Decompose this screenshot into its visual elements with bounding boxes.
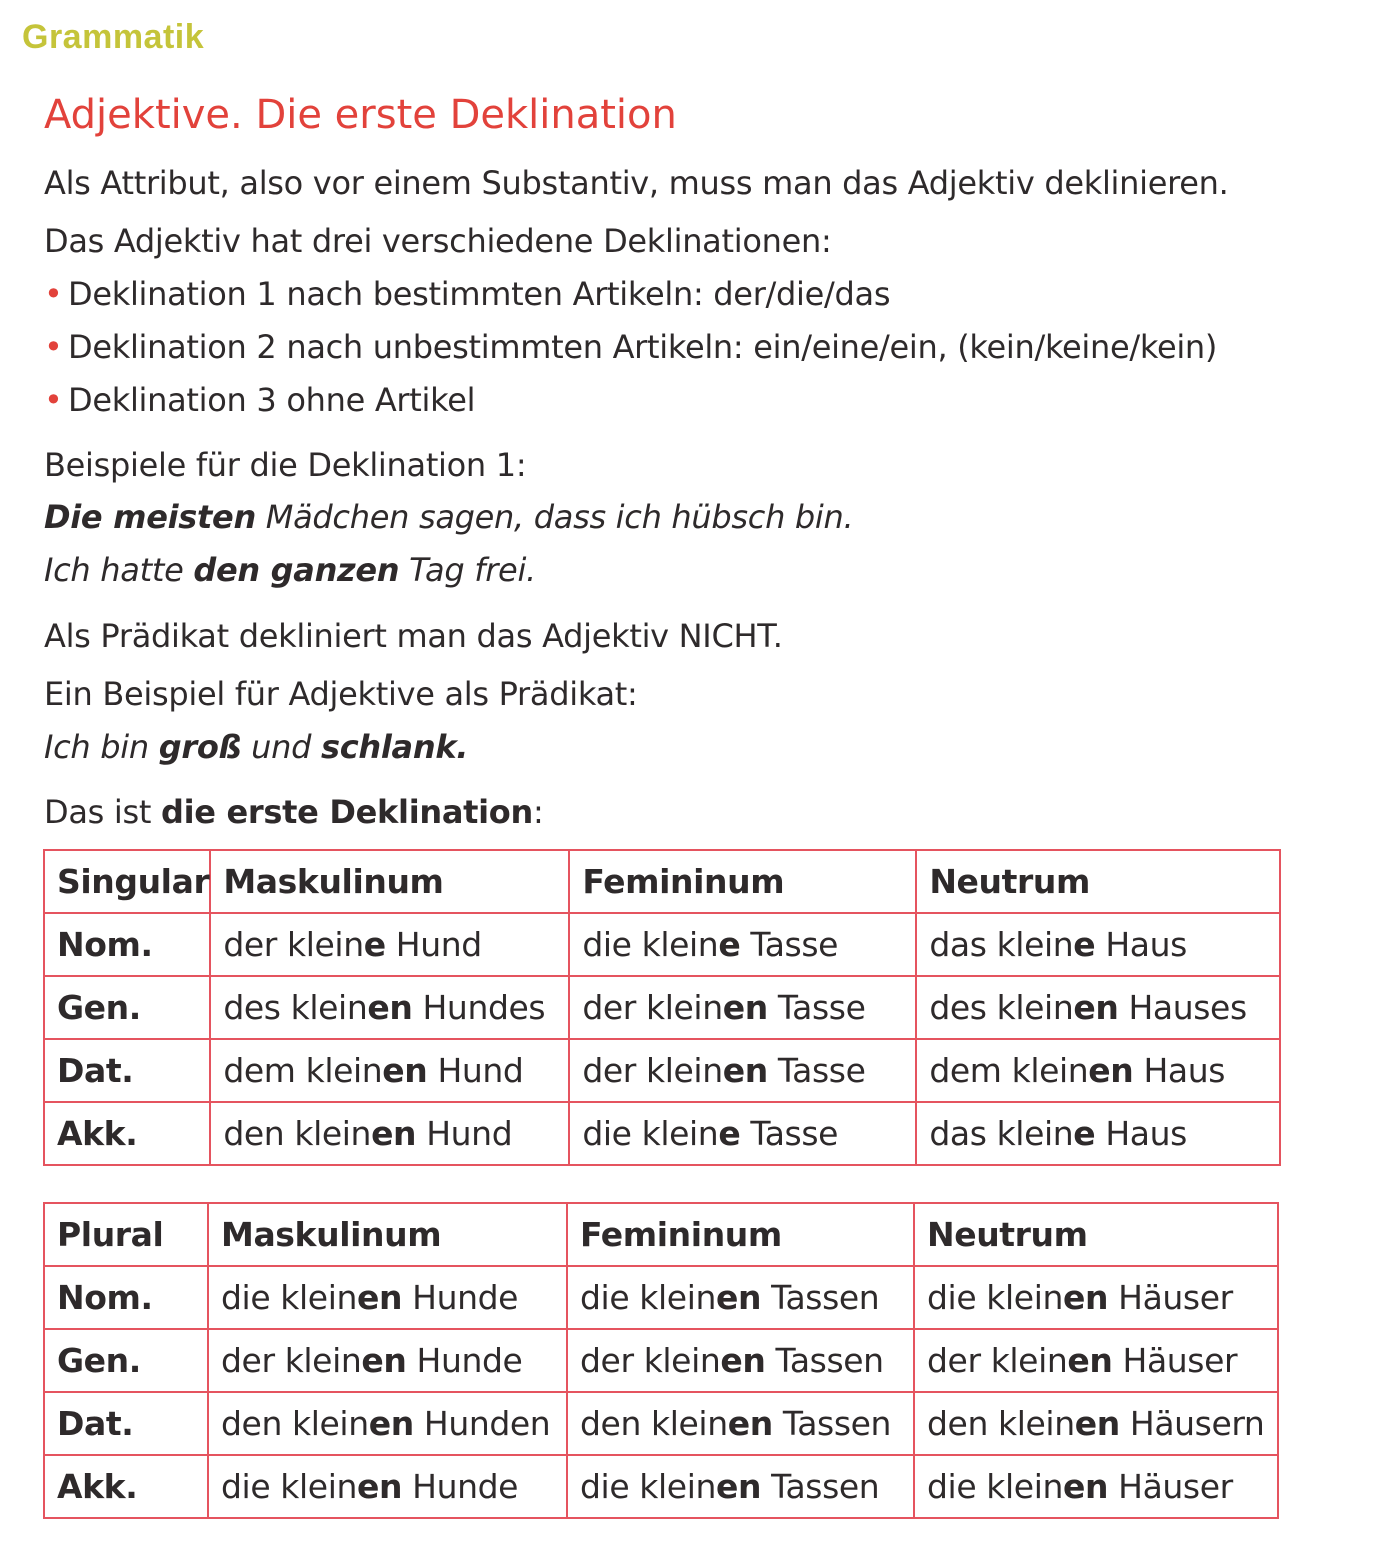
bullet-item bbox=[44, 275, 890, 313]
intro-line-1: Als Attribut, also vor einem Substantiv, muss man das Adjektiv deklinieren. bbox=[44, 164, 1229, 202]
example-emphasis: Die meisten bbox=[44, 498, 256, 536]
table-cell: der kleinen Tassen bbox=[567, 1329, 914, 1392]
case-label: Dat. bbox=[44, 1039, 210, 1102]
page-title: Adjektive. Die erste Deklination bbox=[44, 92, 677, 138]
table-row bbox=[44, 1455, 1278, 1518]
header-femininum: Femininum bbox=[567, 1203, 914, 1266]
table-cell: der kleinen Häuser bbox=[914, 1329, 1278, 1392]
table-intro bbox=[44, 793, 543, 831]
header-number: Plural bbox=[44, 1203, 208, 1266]
example-text: Tag frei. bbox=[399, 551, 536, 589]
table-header-row bbox=[44, 1203, 1278, 1266]
singular-declension-table bbox=[43, 849, 1281, 1166]
table-row bbox=[44, 1039, 1280, 1102]
table-cell: die kleinen Tassen bbox=[567, 1455, 914, 1518]
bullet-text: Deklination 2 nach unbestimmten Artikeln: ein/eine/ein, (kein/keine/kein) bbox=[68, 328, 1218, 366]
table-cell: des kleinen Hauses bbox=[916, 976, 1280, 1039]
case-label: Gen. bbox=[44, 976, 210, 1039]
table-row bbox=[44, 1392, 1278, 1455]
table-row bbox=[44, 1266, 1278, 1329]
example-text: Ich hatte bbox=[44, 551, 194, 589]
table-row bbox=[44, 1329, 1278, 1392]
example-text: und bbox=[241, 728, 321, 766]
table-cell: die kleinen Häuser bbox=[914, 1455, 1278, 1518]
example-sentence-2 bbox=[44, 551, 536, 589]
table-cell: die kleinen Hunde bbox=[208, 1266, 567, 1329]
example-emphasis: groß bbox=[158, 728, 242, 766]
plural-declension-table bbox=[43, 1202, 1279, 1519]
example-emphasis: schlank. bbox=[320, 728, 469, 766]
bullet-text: Deklination 3 ohne Artikel bbox=[68, 381, 476, 419]
case-label: Dat. bbox=[44, 1392, 208, 1455]
table-cell: den kleinen Häusern bbox=[914, 1392, 1278, 1455]
table-cell: der kleinen Tasse bbox=[569, 976, 916, 1039]
table-cell: den kleinen Tassen bbox=[567, 1392, 914, 1455]
case-label: Nom. bbox=[44, 1266, 208, 1329]
table-row bbox=[44, 913, 1280, 976]
example-text: Mädchen sagen, dass ich hübsch bin. bbox=[255, 498, 854, 536]
table-cell: die kleinen Häuser bbox=[914, 1266, 1278, 1329]
predicate-text: Als Prädikat dekliniert man das Adjektiv NICHT. bbox=[44, 617, 783, 655]
table-cell: den kleinen Hund bbox=[210, 1102, 569, 1165]
table-cell: des kleinen Hundes bbox=[210, 976, 569, 1039]
bullet-dot-icon: • bbox=[44, 381, 63, 419]
table-cell: die kleinen Hunde bbox=[208, 1455, 567, 1518]
table-cell: der kleinen Tasse bbox=[569, 1039, 916, 1102]
table-cell: die kleine Tasse bbox=[569, 1102, 916, 1165]
example-sentence-1 bbox=[44, 498, 853, 536]
header-neutrum: Neutrum bbox=[916, 850, 1280, 913]
bullet-text: Deklination 1 nach bestimmten Artikeln: der/die/das bbox=[68, 275, 891, 313]
predicate-example bbox=[44, 728, 468, 766]
case-label: Nom. bbox=[44, 913, 210, 976]
table-cell: die kleinen Tassen bbox=[567, 1266, 914, 1329]
table-cell: die kleine Tasse bbox=[569, 913, 916, 976]
table-cell: der kleine Hund bbox=[210, 913, 569, 976]
example-text: Ich bin bbox=[44, 728, 159, 766]
example-emphasis: den ganzen bbox=[193, 551, 400, 589]
table-row bbox=[44, 976, 1280, 1039]
examples-heading: Beispiele für die Deklination 1: bbox=[44, 446, 527, 484]
bullet-dot-icon: • bbox=[44, 328, 63, 366]
table-cell: das kleine Haus bbox=[916, 913, 1280, 976]
table-cell: den kleinen Hunden bbox=[208, 1392, 567, 1455]
table-cell: dem kleinen Hund bbox=[210, 1039, 569, 1102]
bullet-item bbox=[44, 381, 475, 419]
header-neutrum: Neutrum bbox=[914, 1203, 1278, 1266]
header-number: Singular bbox=[44, 850, 210, 913]
case-label: Akk. bbox=[44, 1455, 208, 1518]
table-header-row bbox=[44, 850, 1280, 913]
table-row bbox=[44, 1102, 1280, 1165]
table-intro-text: : bbox=[532, 793, 544, 831]
table-cell: dem kleinen Haus bbox=[916, 1039, 1280, 1102]
case-label: Gen. bbox=[44, 1329, 208, 1392]
header-maskulinum: Maskulinum bbox=[208, 1203, 567, 1266]
case-label: Akk. bbox=[44, 1102, 210, 1165]
table-intro-emphasis: die erste Deklination bbox=[160, 793, 533, 831]
header-maskulinum: Maskulinum bbox=[210, 850, 569, 913]
bullet-item bbox=[44, 328, 1217, 366]
bullet-dot-icon: • bbox=[44, 275, 63, 313]
section-label: Grammatik bbox=[22, 18, 205, 56]
table-cell: der kleinen Hunde bbox=[208, 1329, 567, 1392]
table-cell: das kleine Haus bbox=[916, 1102, 1280, 1165]
table-intro-text: Das ist bbox=[44, 793, 161, 831]
intro-line-2: Das Adjektiv hat drei verschiedene Deklinationen: bbox=[44, 222, 832, 260]
header-femininum: Femininum bbox=[569, 850, 916, 913]
predicate-example-heading: Ein Beispiel für Adjektive als Prädikat: bbox=[44, 675, 638, 713]
